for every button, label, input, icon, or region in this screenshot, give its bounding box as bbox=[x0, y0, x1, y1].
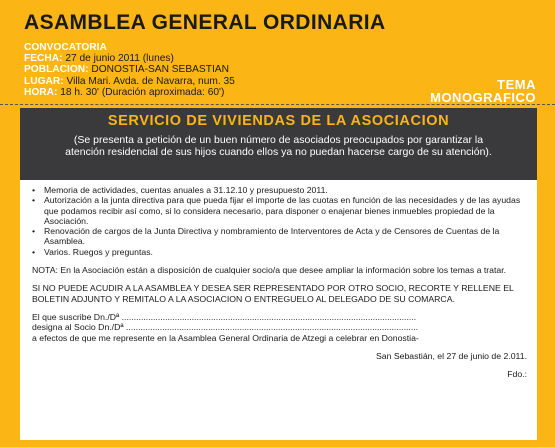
fecha-value: 27 de junio 2011 (lunes) bbox=[65, 53, 174, 65]
lugar-row bbox=[24, 76, 235, 87]
delegation-notice: SI NO PUEDE ACUDIR A LA ASAMBLEA Y DESEA SER REPRESENTADO POR OTRO SOCIO, RECORTE Y RELLENE EL BOLETIN ADJUNTO Y REMITALO A LA ASOCIACION O ENTREGUELO AL DELEGADO DE SU COMARCA. bbox=[32, 283, 514, 304]
banner-body: (Se presenta a petición de un buen número de asociados preocupados por garantizar la atención residencial de sus hijos cuando ellos ya no puedan hacerse cargo de su atención). bbox=[65, 134, 492, 159]
lugar-label: LUGAR: bbox=[24, 75, 64, 87]
agenda-item: • Renovación de cargos de la Junta Directiva y nombramiento de Interventores de Acta y de Censores de Cuentas de la Asamblea. bbox=[32, 226, 527, 247]
spacer bbox=[32, 343, 527, 351]
agenda-item: • Varios. Ruegos y preguntas. bbox=[32, 247, 527, 257]
tema-monografico bbox=[406, 78, 536, 104]
fecha-row bbox=[24, 53, 235, 64]
banner-title: SERVICIO DE VIVIENDAS DE LA ASOCIACION bbox=[107, 113, 450, 129]
date-line: San Sebastián, el 27 de junio de 2.011. bbox=[375, 350, 527, 361]
form-line-suscribe[interactable]: El que suscribe Dn./Dª .......................................................................................................................... bbox=[32, 311, 417, 322]
nota-text: NOTA: En la Asociación están a disposición de cualquier socio/a que desee ampliar la información sobre los temas a tratar. bbox=[32, 265, 507, 276]
spacer bbox=[32, 275, 527, 283]
agenda-content bbox=[32, 185, 527, 379]
fecha-label: FECHA: bbox=[24, 53, 63, 65]
convocatoria-row bbox=[24, 42, 235, 53]
agenda-list bbox=[32, 185, 527, 257]
spacer bbox=[32, 361, 527, 369]
agenda-item: • Autorización a la junta directiva para que pueda fijar el importe de las cuotas en función de las necesidades y de las ayudas que podamos recibir así como, si lo considera necesario, para disponer o enajenar bienes inmuebles propiedad de la Asociación. bbox=[32, 195, 527, 226]
meeting-info bbox=[24, 42, 235, 98]
spacer bbox=[32, 304, 527, 312]
form-line-designa[interactable]: designa al Socio Dn./Dª ......................................................................................................................... bbox=[32, 322, 419, 333]
poblacion-label: POBLACION: bbox=[24, 64, 89, 76]
signature-line[interactable]: Fdo.: bbox=[507, 369, 527, 380]
hora-value: 18 h. 30' (Duración aproximada: 60') bbox=[60, 86, 225, 98]
hora-label: HORA: bbox=[24, 86, 58, 98]
page-title: ASAMBLEA GENERAL ORDINARIA bbox=[24, 11, 386, 34]
poblacion-row bbox=[24, 64, 235, 75]
tema-line1: TEMA bbox=[497, 77, 536, 92]
tema-line2: MONOGRAFICO bbox=[430, 90, 536, 105]
poblacion-value: DONOSTIA-SAN SEBASTIAN bbox=[91, 64, 229, 76]
topic-banner bbox=[20, 108, 537, 180]
agenda-item: • Memoria de actividades, cuentas anuales a 31.12.10 y presupuesto 2011. bbox=[32, 185, 527, 195]
lugar-value: Villa Mari. Avda. de Navarra, num. 35 bbox=[66, 75, 235, 87]
hora-row bbox=[24, 87, 235, 98]
form-line-efectos: a efectos de que me represente en la Asamblea General Ordinaria de Atzegi a celebrar en Donostia- bbox=[32, 332, 419, 343]
content-panel bbox=[20, 108, 537, 440]
convocatoria-label: CONVOCATORIA bbox=[24, 42, 107, 53]
spacer bbox=[32, 257, 527, 265]
